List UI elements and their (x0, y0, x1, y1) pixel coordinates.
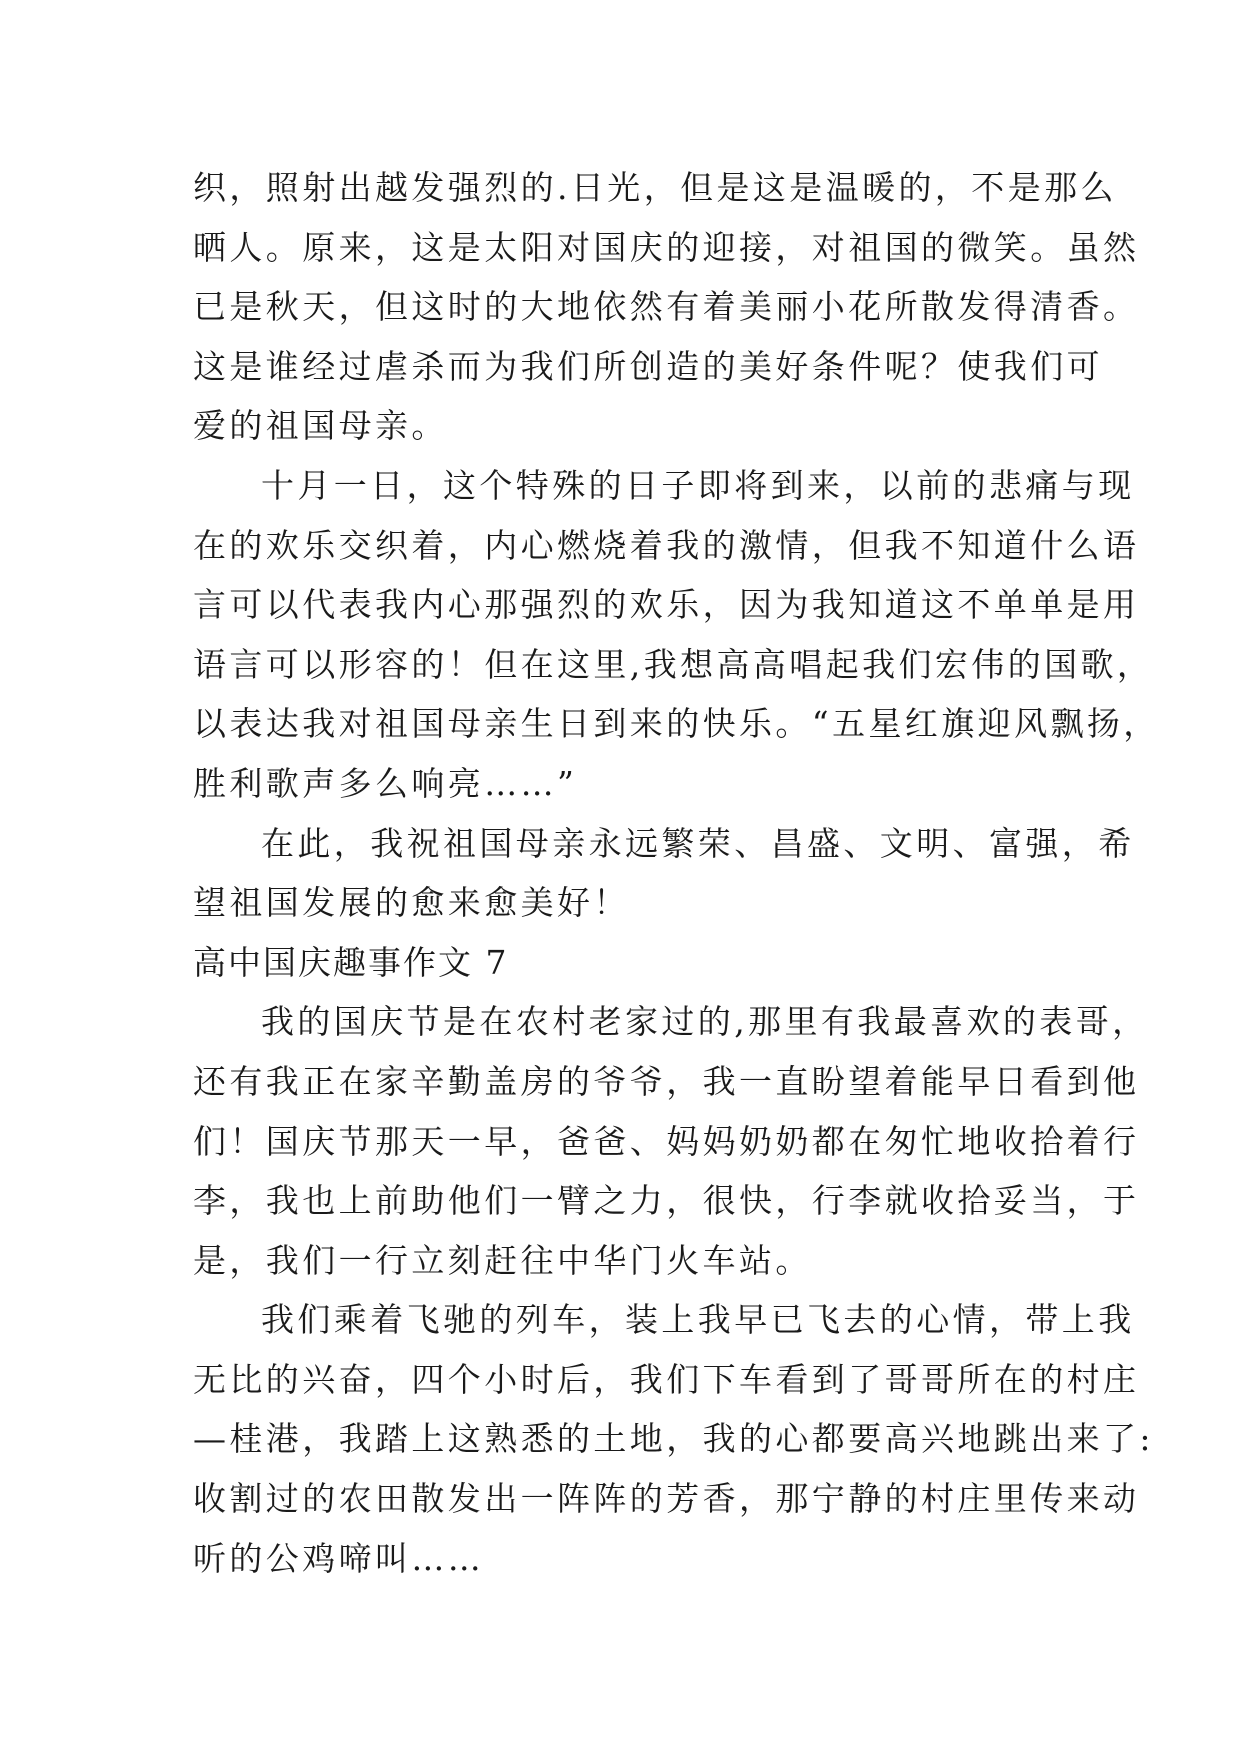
text-line: 在此，我祝祖国母亲永远繁荣、昌盛、文明、富强，希 (261, 823, 1135, 863)
text-line: 爱的祖国母亲。 (193, 406, 448, 446)
text-line: 胜利歌声多么响亮……” (193, 763, 578, 803)
paragraph-2 (193, 456, 1160, 814)
text-line: 织，照射出越发强烈的.日光，但是这是温暖的，不是那么 (193, 168, 1117, 207)
text-line: 我的国庆节是在农村老家过的,那里有我最喜欢的表哥， (261, 1002, 1149, 1042)
text-line: 李，我也上前助他们一臂之力，很快，行李就收拾妥当，于 (193, 1181, 1140, 1221)
text-line: 我们乘着飞驰的列车，装上我早已飞去的心情，带上我 (261, 1300, 1135, 1340)
text-line: 在的欢乐交织着，内心燃烧着我的激情，但我不知道什么语 (193, 525, 1140, 565)
text-line: 还有我正在家辛勤盖房的爷爷，我一直盼望着能早日看到他 (193, 1061, 1140, 1101)
text-line: 听的公鸡啼叫…… (193, 1538, 485, 1578)
text-line: 无比的兴奋，四个小时后，我们下车看到了哥哥所在的村庄 (193, 1359, 1140, 1399)
paragraph-4 (193, 992, 1149, 1290)
text-line: 望祖国发展的愈来愈美好！ (193, 883, 630, 923)
text-line: 已是秋天，但这时的大地依然有着美丽小花所散发得清香。 (193, 287, 1140, 327)
paragraph-3 (193, 814, 1135, 933)
section-heading: 高中国庆趣事作文 7 (193, 942, 509, 982)
paragraph-1 (193, 158, 1140, 456)
text-line: 这是谁经过虐杀而为我们所创造的美好条件呢？使我们可 (193, 346, 1103, 386)
text-line: 是，我们一行立刻赶往中华门火车站。 (193, 1240, 812, 1280)
text-line: 晒人。原来，这是太阳对国庆的迎接，对祖国的微笑。虽然 (193, 227, 1140, 267)
document-body (193, 158, 1160, 1588)
text-line: 以表达我对祖国母亲生日到来的快乐。“五星红旗迎风飘扬， (193, 704, 1160, 744)
paragraph-5 (193, 1290, 1154, 1588)
text-line: 言可以代表我内心那强烈的欢乐，因为我知道这不单单是用 (193, 585, 1140, 625)
text-line: 十月一日，这个特殊的日子即将到来，以前的悲痛与现 (261, 465, 1135, 505)
text-line: —桂港，我踏上这熟悉的土地，我的心都要高兴地跳出来了: (193, 1419, 1154, 1459)
text-line: 收割过的农田散发出一阵阵的芳香，那宁静的村庄里传来动 (193, 1479, 1140, 1519)
text-line: 们！国庆节那天一早，爸爸、妈妈奶奶都在匆忙地收拾着行 (193, 1121, 1140, 1161)
text-line: 语言可以形容的！但在这里,我想高高唱起我们宏伟的国歌， (193, 644, 1154, 684)
